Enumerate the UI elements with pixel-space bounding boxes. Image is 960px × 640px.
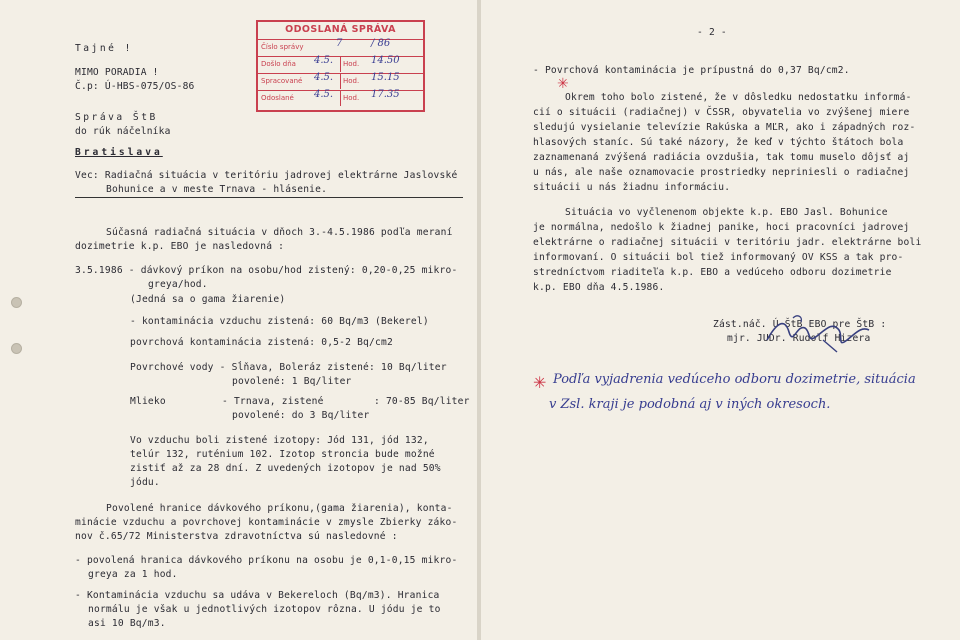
stamp-row-processed [258, 73, 423, 89]
body-line: sledujú vysielanie televízie Rakúska a MĽR, ako i západných roz- [533, 122, 916, 133]
body-line: Okrem toho bolo zistené, že v dôsledku nedostatku informá- [565, 92, 912, 103]
limit-dose-rate: - povolená hranica dávkového príkonu na osobu je 0,1-0,15 mikro- [75, 555, 458, 566]
body-line: dozimetrie k.p. EBO je nasledovná : [75, 241, 285, 252]
recipient-office: Správa ŠtB [75, 112, 158, 123]
isotopes-line: telúr 132, ruténium 102. Izotop stroncia bude možné [130, 449, 435, 460]
stamp-label: Hod. [343, 77, 360, 85]
body-line: Situácia vo vyčlenenom objekte k.p. EBO Jasl. Bohunice [565, 207, 888, 218]
body-line: je normálna, nedošlo k žiadnej panike, hoci pracovníci jadrovej [533, 222, 910, 233]
handwritten-note-line: v Zsl. kraji je podobná aj v iných okresoch. [549, 397, 831, 412]
body-line: u nás, ale naše oznamovacie prostriedky nepriniesli o radiačnej [533, 167, 910, 178]
reference-number: Č.p: Ú-HBS-075/OS-86 [75, 81, 195, 92]
classification-no-circulation: MIMO PORADIA ! [75, 67, 159, 78]
measurement-surface-water: Povrchové vody - Sĺňava, Boleráz zistené: 10 Bq/liter [130, 362, 447, 373]
surface-water-allowed: povolené: 1 Bq/liter [232, 376, 352, 387]
body-line: situácii u nás žiadnu informáciu. [533, 182, 731, 193]
body-line: Súčasná radiačná situácia v dňoch 3.-4.5.1986 podľa meraní [106, 227, 453, 238]
classification-secret: Tajné ! [75, 43, 133, 54]
handwritten-signature [763, 310, 873, 354]
stamp-title: ODOSLANÁ SPRÁVA [285, 24, 396, 35]
milk-allowed: povolené: do 3 Bq/liter [232, 410, 370, 421]
document-page-right [481, 0, 960, 640]
subject-line-1: Vec: Radiačná situácia v teritóriu jadrovej elektrárne Jaslovské [75, 170, 458, 181]
limits-line: nov č.65/72 Ministerstva zdravotníctva sú nasledovné : [75, 531, 398, 542]
asterisk-mark: ✳ [557, 76, 569, 92]
limit-air-cont: asi 10 Bq/m3. [88, 618, 166, 629]
isotopes-line: zistiť až za 28 dní. Z uvedených izotopov je nad 50% [130, 463, 441, 474]
measurement-dose-rate-cont: greya/hod. [148, 279, 208, 290]
measurement-surface-contamination: povrchová kontaminácia zistená: 0,5-2 Bq/cm2 [130, 337, 393, 348]
stamp-label: Hod. [343, 94, 360, 102]
stamp-divider [340, 74, 341, 89]
stamp-handwritten-value: 14.50 [371, 55, 400, 66]
stamp-handwritten-value: / 86 [371, 38, 391, 49]
body-line: stredníctvom riaditeľa k.p. EBO a vedúceho odboru dozimetrie [533, 267, 892, 278]
punch-hole [11, 297, 22, 308]
recipient-city: Bratislava [75, 147, 163, 158]
page-number: - 2 - [697, 27, 727, 38]
stamp-handwritten-value: 7 [336, 38, 343, 49]
measurement-air-contamination: - kontaminácia vzduchu zistená: 60 Bq/m3 (Bekerel) [130, 316, 429, 327]
body-line: cií o situácii (radiačnej) v ČSSR, obyvatelia vo zvýšenej miere [533, 107, 910, 118]
milk-measured: : 70-85 Bq/liter [374, 396, 470, 407]
body-line: elektrárne o radiačnej situácii v teritóriu jadr. elektrárne boli [533, 237, 922, 248]
stamp-handwritten-value: 4.5. [314, 89, 334, 100]
limits-line: Povolené hranice dávkového príkonu,(gama žiarenia), konta- [106, 503, 453, 514]
stamp-divider [340, 57, 341, 72]
subject-underline [75, 197, 463, 198]
handwritten-note-line: Podľa vyjadrenia vedúceho odboru dozimetrie, situácia [553, 372, 916, 387]
subject-line-2: Bohunice a v meste Trnava - hlásenie. [106, 184, 328, 195]
body-line: k.p. EBO dňa 4.5.1986. [533, 282, 665, 293]
measurement-dose-rate: 3.5.1986 - dávkový príkon na osobu/hod zistený: 0,20-0,25 mikro- [75, 265, 458, 276]
stamp-row-received [258, 56, 423, 72]
stamp-handwritten-value: 17.35 [371, 89, 400, 100]
limits-line: minácie vzduchu a povrchovej kontaminácie v zmysle Zbierky záko- [75, 517, 458, 528]
stamp-label: Odoslané [261, 94, 294, 102]
stamp-handwritten-value: 4.5. [314, 72, 334, 83]
stamp-handwritten-value: 4.5. [314, 55, 334, 66]
document-page-left [0, 0, 477, 640]
milk-location: - Trnava, zistené [222, 396, 324, 407]
stamp-label: Spracované [261, 77, 303, 85]
punch-hole [11, 343, 22, 354]
limit-air: - Kontaminácia vzduchu sa udáva v Bekereloch (Bq/m3). Hranica [75, 590, 440, 601]
limit-air-cont: normálu je však u jednotlivých izotopov rôzna. U jódu je to [88, 604, 441, 615]
sent-report-stamp [256, 20, 425, 112]
body-line: zaznamenaná zvýšená radiácia ovzdušia, tak tomu muselo dôjsť aj [533, 152, 910, 163]
body-line: informovaní. O situácii bol tiež informovaný OV KSS a tak pro- [533, 252, 904, 263]
stamp-label: Hod. [343, 60, 360, 68]
stamp-row-sent [258, 90, 423, 107]
isotopes-line: Vo vzduchu boli zistené izotopy: Jód 131, jód 132, [130, 435, 429, 446]
isotopes-line: jódu. [130, 477, 160, 488]
stamp-divider [340, 91, 341, 106]
stamp-label: Číslo správy [261, 43, 304, 51]
limit-dose-rate-cont: greya za 1 hod. [88, 569, 178, 580]
milk-label: Mlieko [130, 396, 166, 407]
stamp-row-report-number [258, 39, 423, 55]
stamp-label: Došlo dňa [261, 60, 296, 68]
gamma-note: (Jedná sa o gama žiarenie) [130, 294, 286, 305]
body-line: hlasových staníc. Sú také názory, že keď v týchto štátoch bola [533, 137, 904, 148]
body-line: - Povrchová kontaminácia je prípustná do 0,37 Bq/cm2. [533, 65, 850, 76]
signatory-title: Zást.náč. Ú-ŠtB EBO pre ŠtB : [713, 319, 887, 330]
signatory-name: mjr. JUDr. Rudolf Hizera [727, 333, 871, 344]
stamp-handwritten-value: 15.15 [371, 72, 400, 83]
recipient-attention: do rúk náčelníka [75, 126, 171, 137]
asterisk-mark: ✳ [533, 373, 547, 392]
